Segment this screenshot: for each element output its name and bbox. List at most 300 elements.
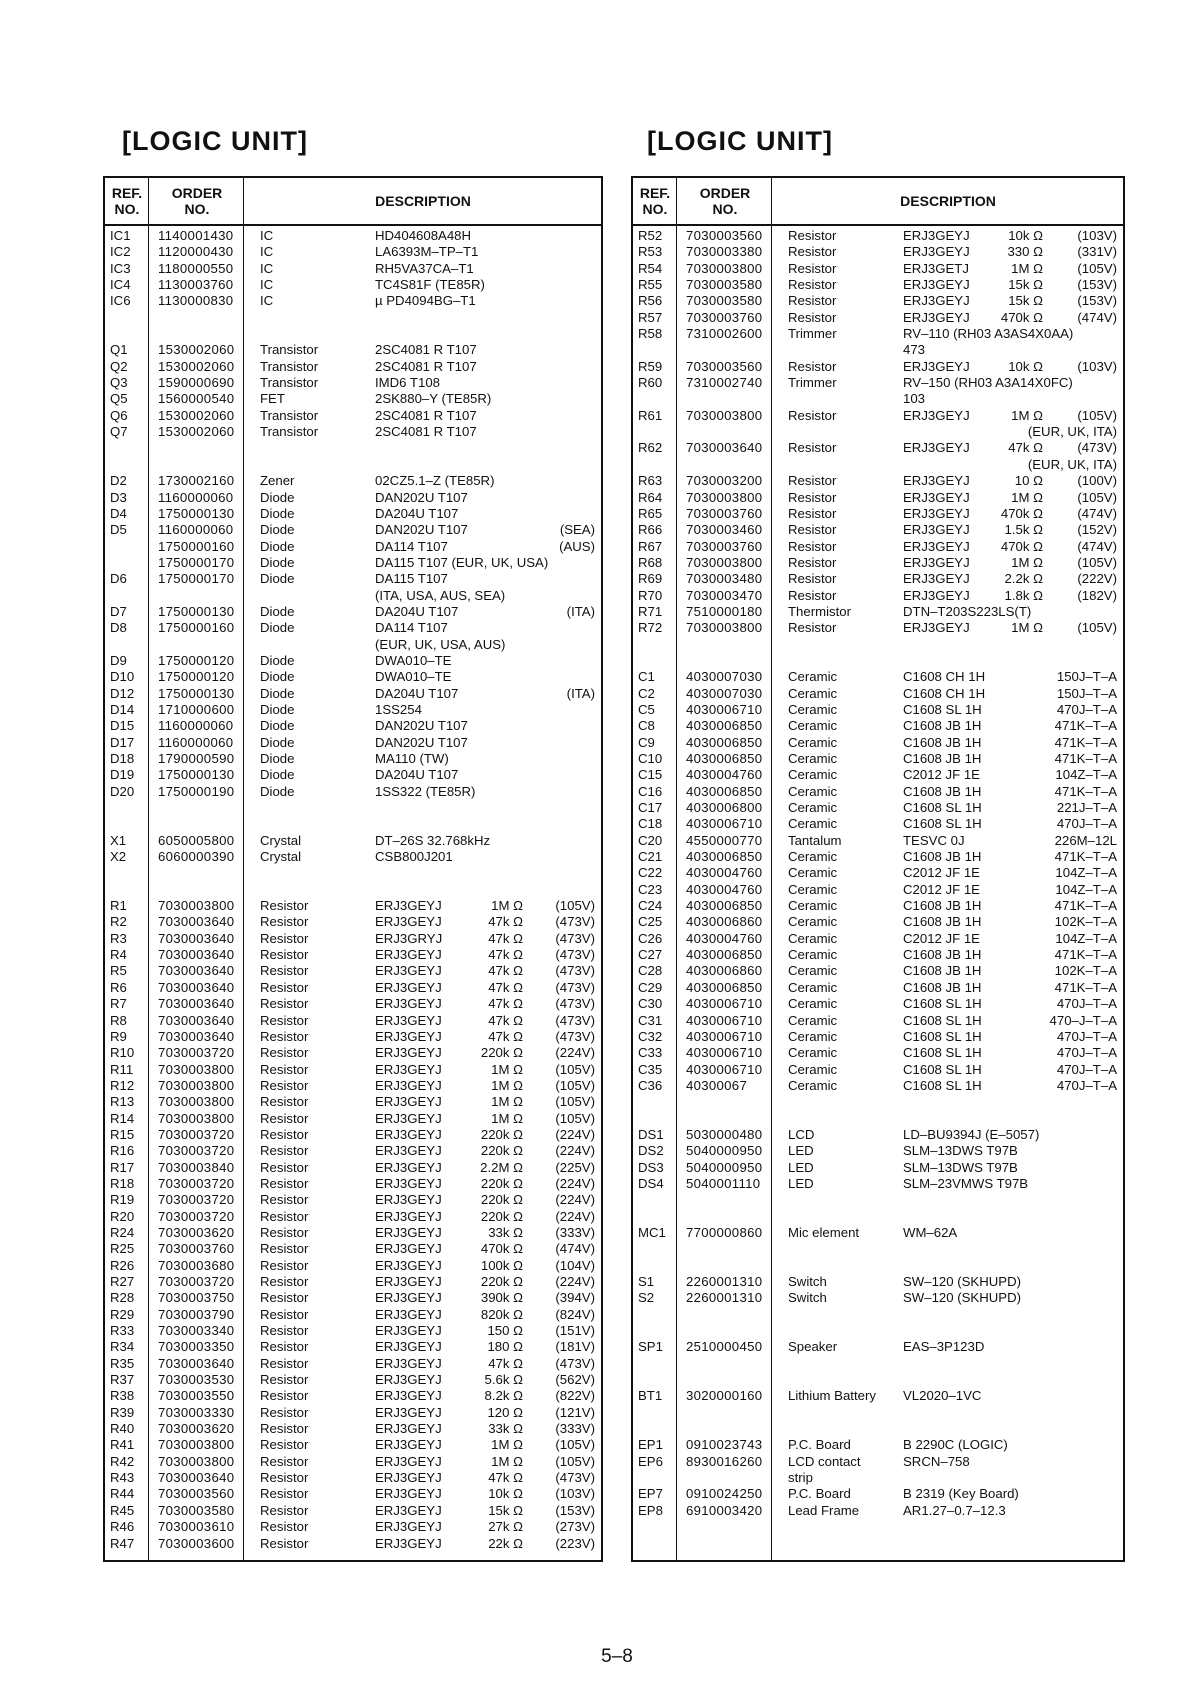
part-type-cell: P.C. Board — [788, 1486, 851, 1502]
order-no-cell: 5040001110 — [686, 1175, 761, 1191]
order-no-cell: 1140001430 — [158, 228, 234, 243]
order-no-cell: 7030003640 — [158, 947, 235, 963]
order-no-cell: 7030003720 — [158, 1192, 235, 1208]
part-type-cell: IC — [260, 293, 274, 309]
ref-no-cell: R1 — [110, 898, 127, 914]
part-code-cell: (105V) — [1077, 554, 1117, 570]
part-model-cell: HD404608A48H — [375, 228, 472, 243]
table-row — [105, 1503, 601, 1519]
part-value-cell: 47k Ω — [488, 996, 523, 1012]
part-code-cell: (105V) — [555, 1453, 595, 1469]
part-model-cell: DAN202U T107 — [375, 718, 468, 734]
part-model-cell: ERJ3GEYJ — [375, 1208, 442, 1224]
ref-no-cell: R58 — [638, 326, 663, 342]
part-value-cell: 47k Ω — [488, 1012, 523, 1028]
part-code-cell: (ITA) — [566, 603, 595, 619]
order-no-cell: 7030003550 — [158, 1388, 235, 1404]
ref-no-cell: S1 — [638, 1274, 655, 1289]
table-row — [633, 620, 1123, 636]
order-no-cell: 4030006850 — [686, 898, 763, 914]
order-no-cell: 5040000950 — [686, 1143, 763, 1159]
part-type-cell: Resistor — [260, 1470, 309, 1486]
table-row — [105, 1111, 601, 1127]
part-model-cell: ERJ3GEYJ — [903, 571, 970, 587]
table-row — [105, 588, 601, 604]
part-code-cell: (105V) — [555, 1061, 595, 1077]
table-row — [633, 1078, 1123, 1094]
part-model-cell: ERJ3GEYJ — [903, 522, 970, 538]
part-model-cell: ERJ3GEYJ — [375, 1355, 442, 1371]
order-no-header: ORDER NO. — [699, 185, 751, 217]
ref-no-cell: Q1 — [110, 342, 128, 358]
order-no-cell: 7030003470 — [686, 587, 763, 603]
order-no-cell: 7030003640 — [158, 1470, 235, 1486]
table-row — [105, 1241, 601, 1257]
part-type-cell: Ceramic — [788, 930, 838, 946]
table-row — [105, 849, 601, 865]
order-no-cell: 4030006710 — [686, 1012, 763, 1028]
ref-no-cell: R18 — [110, 1175, 135, 1191]
ref-no-cell: R71 — [638, 603, 663, 619]
part-code-cell: (103V) — [1077, 228, 1117, 243]
part-type-cell: Ceramic — [788, 800, 838, 816]
part-model-cell: DAN202U T107 — [375, 734, 468, 750]
ref-no-cell: R4 — [110, 947, 127, 963]
table-row — [105, 735, 601, 751]
table-row — [105, 1013, 601, 1029]
order-no-cell: 4030006850 — [686, 751, 763, 766]
order-no-cell: 1750000160 — [158, 620, 235, 636]
ref-no-cell: R27 — [110, 1274, 135, 1289]
ref-no-header: REF. NO. — [639, 185, 671, 217]
table-row — [105, 1323, 601, 1339]
part-value-cell: 10 Ω — [1014, 473, 1043, 489]
part-type-cell: Resistor — [260, 979, 309, 995]
part-model-cell: ERJ3GEYJ — [375, 1175, 442, 1191]
table-row — [105, 1029, 601, 1045]
part-model-cell: ERJ3GEYJ — [375, 1453, 442, 1469]
part-model-cell: ERJ3GEYJ — [375, 1110, 442, 1126]
table-row — [633, 490, 1123, 506]
table-row — [633, 391, 1123, 407]
ref-no-cell: D12 — [110, 685, 135, 701]
part-model-cell: 103 — [903, 391, 926, 407]
table-row — [633, 1290, 1123, 1306]
ref-no-cell: R43 — [110, 1470, 135, 1486]
table-row — [105, 686, 601, 702]
part-model-cell: ERJ3GEYJ — [375, 963, 442, 979]
ref-no-cell: S2 — [638, 1290, 655, 1306]
part-type-cell: Transistor — [260, 424, 319, 440]
part-value-cell: 15k Ω — [1008, 277, 1043, 293]
order-no-cell: 1160000060 — [158, 734, 234, 750]
part-value-cell: 47k Ω — [1008, 440, 1043, 456]
part-code-cell: (ITA) — [566, 685, 595, 701]
table-row — [105, 931, 601, 947]
table-row — [105, 424, 601, 440]
part-value-cell: 470k Ω — [1000, 505, 1043, 521]
ref-no-cell: C8 — [638, 718, 655, 734]
table-row — [105, 1536, 601, 1552]
ref-no-cell: C5 — [638, 701, 655, 717]
part-value-cell: 10k Ω — [1008, 358, 1043, 374]
order-no-cell: 1120000430 — [158, 244, 234, 260]
part-model-cell: C1608 SL 1H — [903, 816, 982, 832]
part-value-cell: 33k Ω — [488, 1421, 523, 1437]
part-value-cell: 100k Ω — [480, 1257, 523, 1273]
part-type-cell: IC — [260, 260, 274, 276]
part-type-cell: Resistor — [788, 554, 837, 570]
order-no-cell: 4030006850 — [686, 718, 763, 734]
ref-no-cell: R12 — [110, 1077, 135, 1093]
part-model-cell: MA110 (TW) — [375, 751, 449, 766]
part-value-cell: 47k Ω — [488, 930, 523, 946]
ref-no-cell: R10 — [110, 1045, 135, 1061]
part-type-cell: Resistor — [788, 522, 837, 538]
table-row — [105, 898, 601, 914]
ref-no-cell: Q3 — [110, 375, 128, 391]
ref-no-cell: R28 — [110, 1290, 135, 1306]
order-no-cell: 1750000120 — [158, 669, 235, 685]
part-type-cell: IC — [260, 228, 274, 243]
order-no-cell: 7030003720 — [158, 1045, 235, 1061]
order-no-cell: 4030006850 — [686, 947, 763, 963]
part-type-cell: IC — [260, 277, 274, 293]
part-value-cell: 1M Ω — [1011, 489, 1043, 505]
order-no-cell: 7030003380 — [686, 244, 763, 260]
part-value-cell: 1M Ω — [1011, 554, 1043, 570]
part-type-cell: Resistor — [788, 620, 837, 636]
part-type-cell: Diode — [260, 489, 295, 505]
part-type-cell: Resistor — [788, 571, 837, 587]
ref-no-cell: D20 — [110, 783, 135, 799]
order-no-cell: 1180000550 — [158, 260, 234, 276]
part-type-cell: Resistor — [260, 1306, 309, 1322]
part-type-cell: Trimmer — [788, 326, 837, 342]
part-model-cell: 2SC4081 R T107 — [375, 407, 477, 423]
part-model-cell: C2012 JF 1E — [903, 865, 980, 881]
part-type-cell: Resistor — [260, 1028, 309, 1044]
table-row — [633, 457, 1123, 473]
part-type-cell: Diode — [260, 701, 295, 717]
order-no-cell: 7030003800 — [158, 1437, 235, 1453]
part-value-cell: 1M Ω — [491, 1094, 523, 1110]
ref-no-cell: C16 — [638, 783, 663, 799]
part-code-cell: 471K–T–A — [1054, 783, 1117, 799]
part-type-cell: Resistor — [260, 914, 309, 930]
order-no-cell: 7030003200 — [686, 473, 763, 489]
order-no-cell: 4030006710 — [686, 1028, 763, 1044]
ref-no-cell: EP8 — [638, 1502, 663, 1518]
table-row — [633, 963, 1123, 979]
table-row — [105, 244, 601, 260]
part-code-cell: (EUR, UK, ITA) — [1027, 456, 1117, 472]
ref-no-cell: R53 — [638, 244, 663, 260]
part-type-cell: Resistor — [260, 1535, 309, 1551]
ref-no-cell: Q2 — [110, 358, 128, 374]
order-no-cell: 7030003640 — [158, 930, 235, 946]
part-model-cell: DA204U T107 — [375, 767, 459, 783]
part-code-cell: (105V) — [1077, 620, 1117, 636]
table-row — [633, 359, 1123, 375]
part-code-cell: (333V) — [555, 1421, 595, 1437]
part-model-cell: µ PD4094BG–T1 — [375, 293, 476, 309]
table-row — [105, 293, 601, 309]
ref-no-cell: R29 — [110, 1306, 135, 1322]
part-code-cell: (153V) — [1077, 293, 1117, 309]
part-model-cell: DT–26S 32.768kHz — [375, 832, 491, 848]
order-no-cell: 7030003640 — [158, 1012, 235, 1028]
part-type-cell: Diode — [260, 603, 295, 619]
part-code-cell: (473V) — [1077, 440, 1117, 456]
part-code-cell: (223V) — [555, 1535, 595, 1551]
part-value-cell: 470k Ω — [480, 1241, 523, 1257]
part-model-cell: ERJ3GEYJ — [375, 1094, 442, 1110]
part-value-cell: 1M Ω — [1011, 407, 1043, 423]
table-row — [633, 424, 1123, 440]
part-model-cell: B 2290C (LOGIC) — [903, 1437, 1008, 1453]
order-no-cell: 1160000060 — [158, 522, 234, 538]
part-value-cell: 47k Ω — [488, 1470, 523, 1486]
ref-no-cell: MC1 — [638, 1224, 666, 1240]
order-no-cell: 7030003760 — [686, 505, 763, 521]
part-type-cell: Ceramic — [788, 963, 838, 979]
part-model-cell: DAN202U T107 — [375, 489, 468, 505]
part-code-cell: (182V) — [1077, 587, 1117, 603]
order-no-cell: 7510000180 — [686, 603, 763, 619]
part-code-cell: 471K–T–A — [1054, 734, 1117, 750]
part-model-cell: C1608 SL 1H — [903, 1028, 982, 1044]
part-value-cell: 220k Ω — [480, 1208, 523, 1224]
table-row — [105, 342, 601, 358]
table-row — [105, 1078, 601, 1094]
part-code-cell: 102K–T–A — [1054, 914, 1117, 930]
part-model-cell: ERJ3GEYJ — [375, 1012, 442, 1028]
table-row — [105, 555, 601, 571]
order-no-cell: 8930016260 — [686, 1453, 763, 1469]
ref-no-cell: R55 — [638, 277, 663, 293]
part-type-cell: Resistor — [260, 1421, 309, 1437]
part-model-cell: ERJ3GEYJ — [375, 1404, 442, 1420]
ref-no-cell: R25 — [110, 1241, 135, 1257]
part-type-cell: P.C. Board — [788, 1437, 851, 1453]
part-code-cell: (224V) — [555, 1175, 595, 1191]
part-type-cell: Diode — [260, 685, 295, 701]
table-row — [633, 735, 1123, 751]
part-model-cell: ERJ3GEYJ — [903, 620, 970, 636]
ref-no-cell: Q5 — [110, 391, 128, 407]
part-model-cell: C1608 SL 1H — [903, 1045, 982, 1061]
part-code-cell: 471K–T–A — [1054, 718, 1117, 734]
part-code-cell: (331V) — [1077, 244, 1117, 260]
part-model-cell: ERJ3GEYJ — [375, 1323, 442, 1339]
ref-no-cell: R59 — [638, 358, 663, 374]
table-row — [633, 604, 1123, 620]
part-type-cell: Resistor — [788, 228, 837, 243]
part-model-cell: ERJ3GEYJ — [375, 1143, 442, 1159]
order-no-cell: 7700000860 — [686, 1224, 763, 1240]
ref-no-cell: C24 — [638, 898, 663, 914]
order-no-cell: 7030003800 — [686, 620, 763, 636]
part-value-cell: 47k Ω — [488, 914, 523, 930]
part-model-cell: ERJ3GEYJ — [375, 1519, 442, 1535]
part-type-cell: Ceramic — [788, 1028, 838, 1044]
part-model-cell: ERJ3GEYJ — [375, 1028, 442, 1044]
ref-no-cell: D2 — [110, 473, 127, 489]
table-row — [633, 1405, 1123, 1421]
table-row — [105, 1519, 601, 1535]
table-row — [633, 898, 1123, 914]
table-row — [633, 408, 1123, 424]
order-no-cell: 5040000950 — [686, 1159, 763, 1175]
part-model-cell: DTN–T203S223LS(T) — [903, 603, 1032, 619]
table-row — [633, 767, 1123, 783]
table-row — [633, 702, 1123, 718]
order-no-cell: 4030004760 — [686, 767, 763, 783]
part-type-cell: Resistor — [260, 1274, 309, 1289]
table-row — [105, 604, 601, 620]
part-value-cell: 1M Ω — [491, 898, 523, 914]
order-no-cell: 7030003640 — [158, 996, 235, 1012]
part-type-cell: Resistor — [260, 1175, 309, 1191]
table-row — [105, 702, 601, 718]
part-model-cell: C1608 JB 1H — [903, 751, 982, 766]
part-type-cell: Ceramic — [788, 1077, 838, 1093]
table-row — [105, 653, 601, 669]
ref-no-cell: C31 — [638, 1012, 663, 1028]
part-model-cell: ERJ3GEYJ — [375, 1339, 442, 1355]
order-no-cell: 7030003640 — [158, 1355, 235, 1371]
part-model-cell: ERJ3GRYJ — [375, 930, 443, 946]
ref-no-cell: EP1 — [638, 1437, 663, 1453]
table-row — [633, 1127, 1123, 1143]
ref-no-cell: R39 — [110, 1404, 135, 1420]
part-code-cell: (473V) — [555, 1012, 595, 1028]
part-value-cell: 220k Ω — [480, 1192, 523, 1208]
ref-no-cell: R34 — [110, 1339, 135, 1355]
order-no-cell: 1130003760 — [158, 277, 234, 293]
part-type-cell: Diode — [260, 783, 295, 799]
order-no-cell: 7030003600 — [158, 1535, 235, 1551]
order-no-cell: 0910024250 — [686, 1486, 763, 1502]
table-row — [633, 293, 1123, 309]
part-code-cell: (224V) — [555, 1208, 595, 1224]
part-value-cell: 1.8k Ω — [1004, 587, 1043, 603]
part-value-cell: 15k Ω — [488, 1502, 523, 1518]
part-code-cell: (273V) — [555, 1519, 595, 1535]
description-header: DESCRIPTION — [375, 193, 471, 209]
part-type-cell: Diode — [260, 554, 295, 570]
order-no-cell: 1530002060 — [158, 342, 235, 358]
order-no-cell: 4030006850 — [686, 849, 763, 865]
ref-no-cell: R57 — [638, 309, 663, 325]
table-row — [105, 506, 601, 522]
part-model-cell: C1608 SL 1H — [903, 996, 982, 1012]
order-no-cell: 7310002600 — [686, 326, 763, 342]
ref-no-cell: D9 — [110, 652, 127, 668]
part-code-cell: 226M–12L — [1054, 832, 1117, 848]
part-code-cell: (181V) — [555, 1339, 595, 1355]
table-row — [633, 473, 1123, 489]
part-type-cell: Trimmer — [788, 375, 837, 391]
part-type-cell: Resistor — [260, 1453, 309, 1469]
part-model-cell: SLM–13DWS T97B — [903, 1159, 1018, 1175]
table-row — [105, 1356, 601, 1372]
part-model-cell: ERJ3GEYJ — [903, 293, 970, 309]
part-model-cell: ERJ3GEYJ — [375, 1274, 442, 1289]
ref-no-cell: C33 — [638, 1045, 663, 1061]
order-no-cell: 1750000130 — [158, 767, 235, 783]
part-type-cell: Switch — [788, 1290, 827, 1306]
part-code-cell: 470J–T–A — [1056, 701, 1117, 717]
part-type-cell: Resistor — [260, 930, 309, 946]
order-no-cell: 7030003760 — [686, 538, 763, 554]
order-no-cell: 40300067 — [686, 1077, 748, 1093]
part-model-cell: ERJ3GEYJ — [903, 309, 970, 325]
order-no-cell: 1160000060 — [158, 718, 234, 734]
part-type-cell: Diode — [260, 734, 295, 750]
part-type-cell: Ceramic — [788, 701, 838, 717]
part-model-cell: ERJ3GEYJ — [375, 947, 442, 963]
ref-no-header: REF. NO. — [111, 185, 143, 217]
part-model-cell: ERJ3GEYJ — [375, 1061, 442, 1077]
table-row — [633, 1241, 1123, 1257]
table-row — [105, 1437, 601, 1453]
part-code-cell: 104Z–T–A — [1055, 865, 1117, 881]
part-model-cell: ERJ3GEYJ — [375, 1388, 442, 1404]
part-code-cell: 470J–T–A — [1056, 1061, 1117, 1077]
table-body-right — [633, 228, 1123, 1519]
table-row — [633, 1013, 1123, 1029]
part-type-cell: Thermistor — [788, 603, 852, 619]
part-model-cell: RV–110 (RH03 A3AS4X0AA) — [903, 326, 1074, 342]
ref-no-cell: R62 — [638, 440, 663, 456]
ref-no-cell: R60 — [638, 375, 663, 391]
table-row — [105, 1290, 601, 1306]
table-row — [105, 261, 601, 277]
order-no-cell: 7030003580 — [686, 277, 763, 293]
ref-no-cell: C25 — [638, 914, 663, 930]
part-code-cell: (104V) — [555, 1257, 595, 1273]
part-model-cell: C1608 CH 1H — [903, 669, 986, 685]
table-row — [105, 784, 601, 800]
part-model-cell: C2012 JF 1E — [903, 767, 980, 783]
part-type-cell: Ceramic — [788, 734, 838, 750]
part-value-cell: 1M Ω — [491, 1110, 523, 1126]
part-model-cell: RV–150 (RH03 A3A14X0FC) — [903, 375, 1073, 391]
part-type-cell: LED — [788, 1175, 814, 1191]
part-model-cell: B 2319 (Key Board) — [903, 1486, 1019, 1502]
part-model-cell: ERJ3GEYJ — [375, 1470, 442, 1486]
order-no-cell: 7030003640 — [158, 963, 235, 979]
order-no-cell: 3020000160 — [686, 1388, 763, 1404]
order-no-cell: 1750000130 — [158, 685, 235, 701]
part-type-cell: Resistor — [788, 293, 837, 309]
part-code-cell: 470J–T–A — [1056, 816, 1117, 832]
part-model-cell: SLM–13DWS T97B — [903, 1143, 1018, 1159]
part-type-cell: Resistor — [788, 489, 837, 505]
part-model-cell: WM–62A — [903, 1224, 958, 1240]
ref-no-cell: R63 — [638, 473, 663, 489]
part-type-cell: Resistor — [788, 440, 837, 456]
table-row — [633, 882, 1123, 898]
part-type-cell: Ceramic — [788, 881, 838, 897]
part-code-cell: (473V) — [555, 947, 595, 963]
part-code-cell: (224V) — [555, 1045, 595, 1061]
table-row — [105, 1160, 601, 1176]
part-code-cell: 470J–T–A — [1056, 1045, 1117, 1061]
ref-no-cell: R42 — [110, 1453, 135, 1469]
